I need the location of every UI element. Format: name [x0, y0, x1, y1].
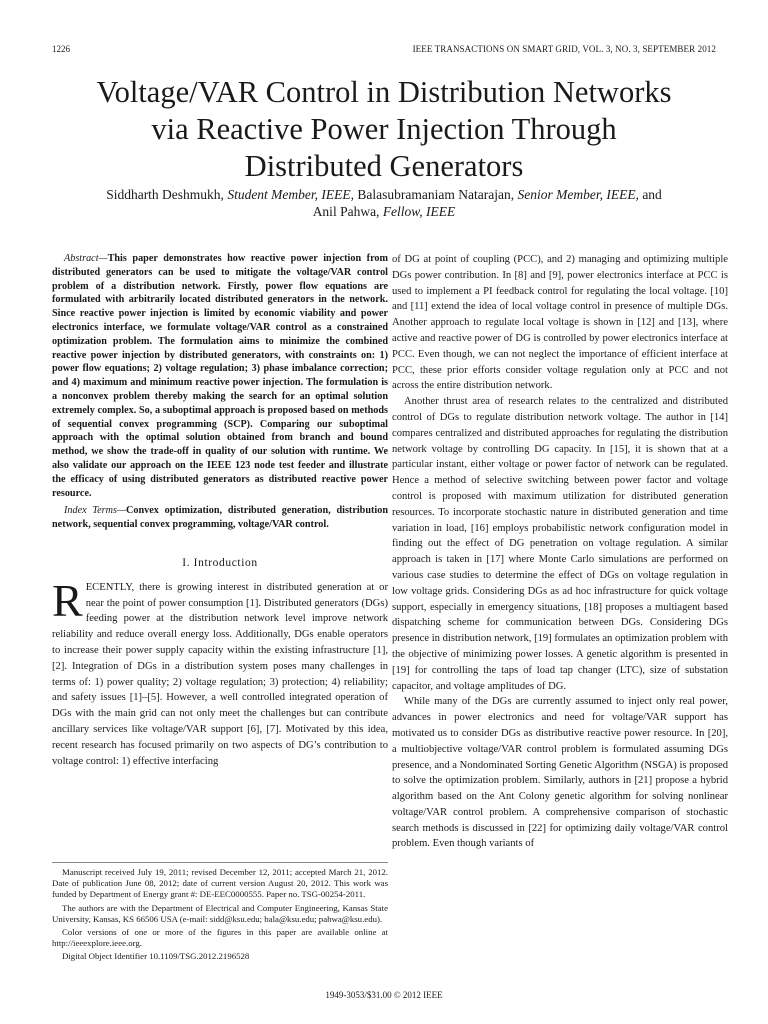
page-number: 1226	[52, 44, 70, 54]
index-terms	[52, 504, 388, 532]
copyright-footer: 1949-3053/$31.00 © 2012 IEEE	[325, 990, 443, 1000]
body-paragraph-3: While many of the DGs are currently assumed to inject only real power, advances in power electronics and need for voltage/VAR support has motivated us to consider DGs as distributive reactive power resource. In [20], a multiobjective voltage/VAR control problem is formulated assuming DGs presence, and a Nondominated Sorting Genetic Algorithm (NSGA) is proposed to solve the optimization problem. Similarly, authors in [21] propose a hybrid algorithm based on the Ant Colony genetic algorithm for solving nonlinear voltage/VAR control problem. A comprehensive comparison of stochastic search methods is discussed in [22] for optimizing daily voltage/VAR control problem. Even though variants of	[392, 696, 728, 850]
author-2-role: Senior Member, IEEE,	[517, 187, 639, 202]
footnote-doi: Digital Object Identifier 10.1109/TSG.2012.2196528	[62, 951, 250, 962]
abstract	[52, 252, 388, 500]
title-line-3: Distributed Generators	[244, 149, 524, 183]
footnote-color: Color versions of one or more of the figures in this paper are available online at http://ieeexplore.ieee.org.	[52, 927, 388, 949]
author-1-name: Siddharth Deshmukh,	[106, 187, 224, 202]
author-and: and	[642, 187, 662, 202]
intro-paragraph	[52, 574, 388, 770]
right-column	[392, 252, 728, 852]
footnotes	[52, 862, 388, 965]
author-2-name: Balasubramaniam Natarajan,	[357, 187, 515, 202]
index-terms-text: Convex optimization, distributed generation, distribution network, sequential convex programming, voltage/VAR control.	[52, 505, 388, 531]
author-list	[40, 186, 728, 220]
author-1-role: Student Member, IEEE,	[227, 187, 355, 202]
section-heading: I. Introduction	[182, 556, 258, 569]
title-line-2: via Reactive Power Injection Through	[151, 112, 617, 146]
footnote-affiliation: The authors are with the Department of Electrical and Computer Engineering, Kansas State University, Kansas, KS 66506 USA (e-mail: sidd@ksu.edu; bala@ksu.edu; pahwa@ksu.edu).	[52, 902, 388, 924]
drop-cap: R	[52, 574, 83, 626]
author-3-name: Anil Pahwa,	[312, 204, 380, 219]
author-3-role: Fellow, IEEE	[382, 204, 456, 219]
body-paragraph-1: of DG at point of coupling (PCC), and 2) managing and optimizing multiple DGs power contribution. In [8] and [9], power electronics interface at PCC is used to implement a PI feedback control for regulating the local voltage. [10] and [11] extend the idea of local voltage control in presence of multiple DGs. Another approach to regulate local voltage is shown in [12] and [13], where active and reactive power of DG is controlled by power electronics interface at PCC. Even though, we can not neglect the importance of efficient interface at PCC, these prior efforts consider voltage regulation only at PCC and not across the entire distribution network.	[392, 254, 728, 392]
abstract-text: This paper demonstrates how reactive power injection from distributed generators can be used to mitigate the voltage/VAR control problem of a distribution network. Firstly, power flow equations are formulated with arbitrarily located distributed generators in the network. Since reactive power injection is limited by economic viability and power electronics interface, we formulate voltage/VAR control as a constrained optimization problem. The formulation aims to minimize the combined reactive power injection by distributed generators, with constraints on: 1) power flow equations; 2) voltage regulation; 3) phase imbalance correction; and 4) maximum and minimum reactive power injection. The formulation is a nonconvex problem thereby making the search for an optimal solution extremely complex. So, a suboptimal approach is proposed based on methods of sequential convex programming (SCP). Comparing our suboptimal approach with the optimal solution obtained from branch and bound method, we show the trade-off in quality of our solution with runtime. We also validate our approach on the IEEE 123 node test feeder and illustrate the efficacy of using distributed generators as distributed reactive power resource.	[52, 253, 388, 499]
abstract-lead: Abstract—	[64, 253, 108, 264]
body-paragraph-2: Another thrust area of research relates to the centralized and distributed control of DGs to regulate distribution network voltage. The author in [14] compares centralized and distributed approaches for regulating the distribution network voltage by controlling DG capacity. In [15], it is shown that at a particular instant, either voltage or power factor of network can be regulated. Hence a method of selective switching between power factor and voltage control is proposed with maximum utilization for distributed generation resources. To incorporate stochastic nature in distributed generation and time variation in load, [16] employs probabilistic network configuration model in finding out the effect of DG penetration on voltage regulation. A similar approach is taken in [17] where Monte Carlo simulations are performed on various case studies to determine the effect of DGs on voltage regulation in low voltage grids. Considering DGs as ad hoc infrastructure for quick voltage support, especially in emergency situations, [18] proposes a multiagent based dispatching scheme for communication between DGs. Considering DGs presence in distribution network, [19] formulates an optimization problem with the objective of minimizing power losses. A genetic algorithm is presented in [19] for controlling the taps of load tap changer (LTC), size of substation capacitor, and voltage amplitudes of DG.	[392, 396, 728, 692]
intro-text: ECENTLY, there is growing interest in distributed generation at or near the point of power consumption [1]. Distributed generators (DGs) feeding power at the distribution network level improve network reliability and reduce overall energy loss. Additionally, DGs enable operators to increase their power supply capacity within the existing infrastructure [1], [2]. Integration of DGs in a distribution system poses many challenges in terms of: 1) power quality; 2) voltage regulation; 3) protection; 4) reliability; and safety issues [1]–[5]. However, a well controlled integrated operation of DGs with the main grid can not only meet the challenges but can contribute ancillary services like voltage/VAR support [6], [7]. Motivated by this idea, recent research has focused primarily on two aspects of DG’s contribution to voltage control: 1) effective interfacing	[52, 581, 388, 767]
footnote-manuscript: Manuscript received July 19, 2011; revised December 12, 2011; accepted March 21, 2012. Date of publication June 08, 2012; date of current version August 20, 2012. This work was funded by Department of Energy grant #: DE-EEC0000555. Paper no. TSG-00254-2011.	[52, 867, 388, 900]
title-line-1: Voltage/VAR Control in Distribution Networks	[96, 75, 672, 109]
left-column	[52, 252, 388, 769]
journal-header: IEEE TRANSACTIONS ON SMART GRID, VOL. 3, NO. 3, SEPTEMBER 2012	[412, 44, 716, 54]
paper-title	[40, 74, 728, 185]
index-terms-lead: Index Terms—	[64, 505, 127, 517]
